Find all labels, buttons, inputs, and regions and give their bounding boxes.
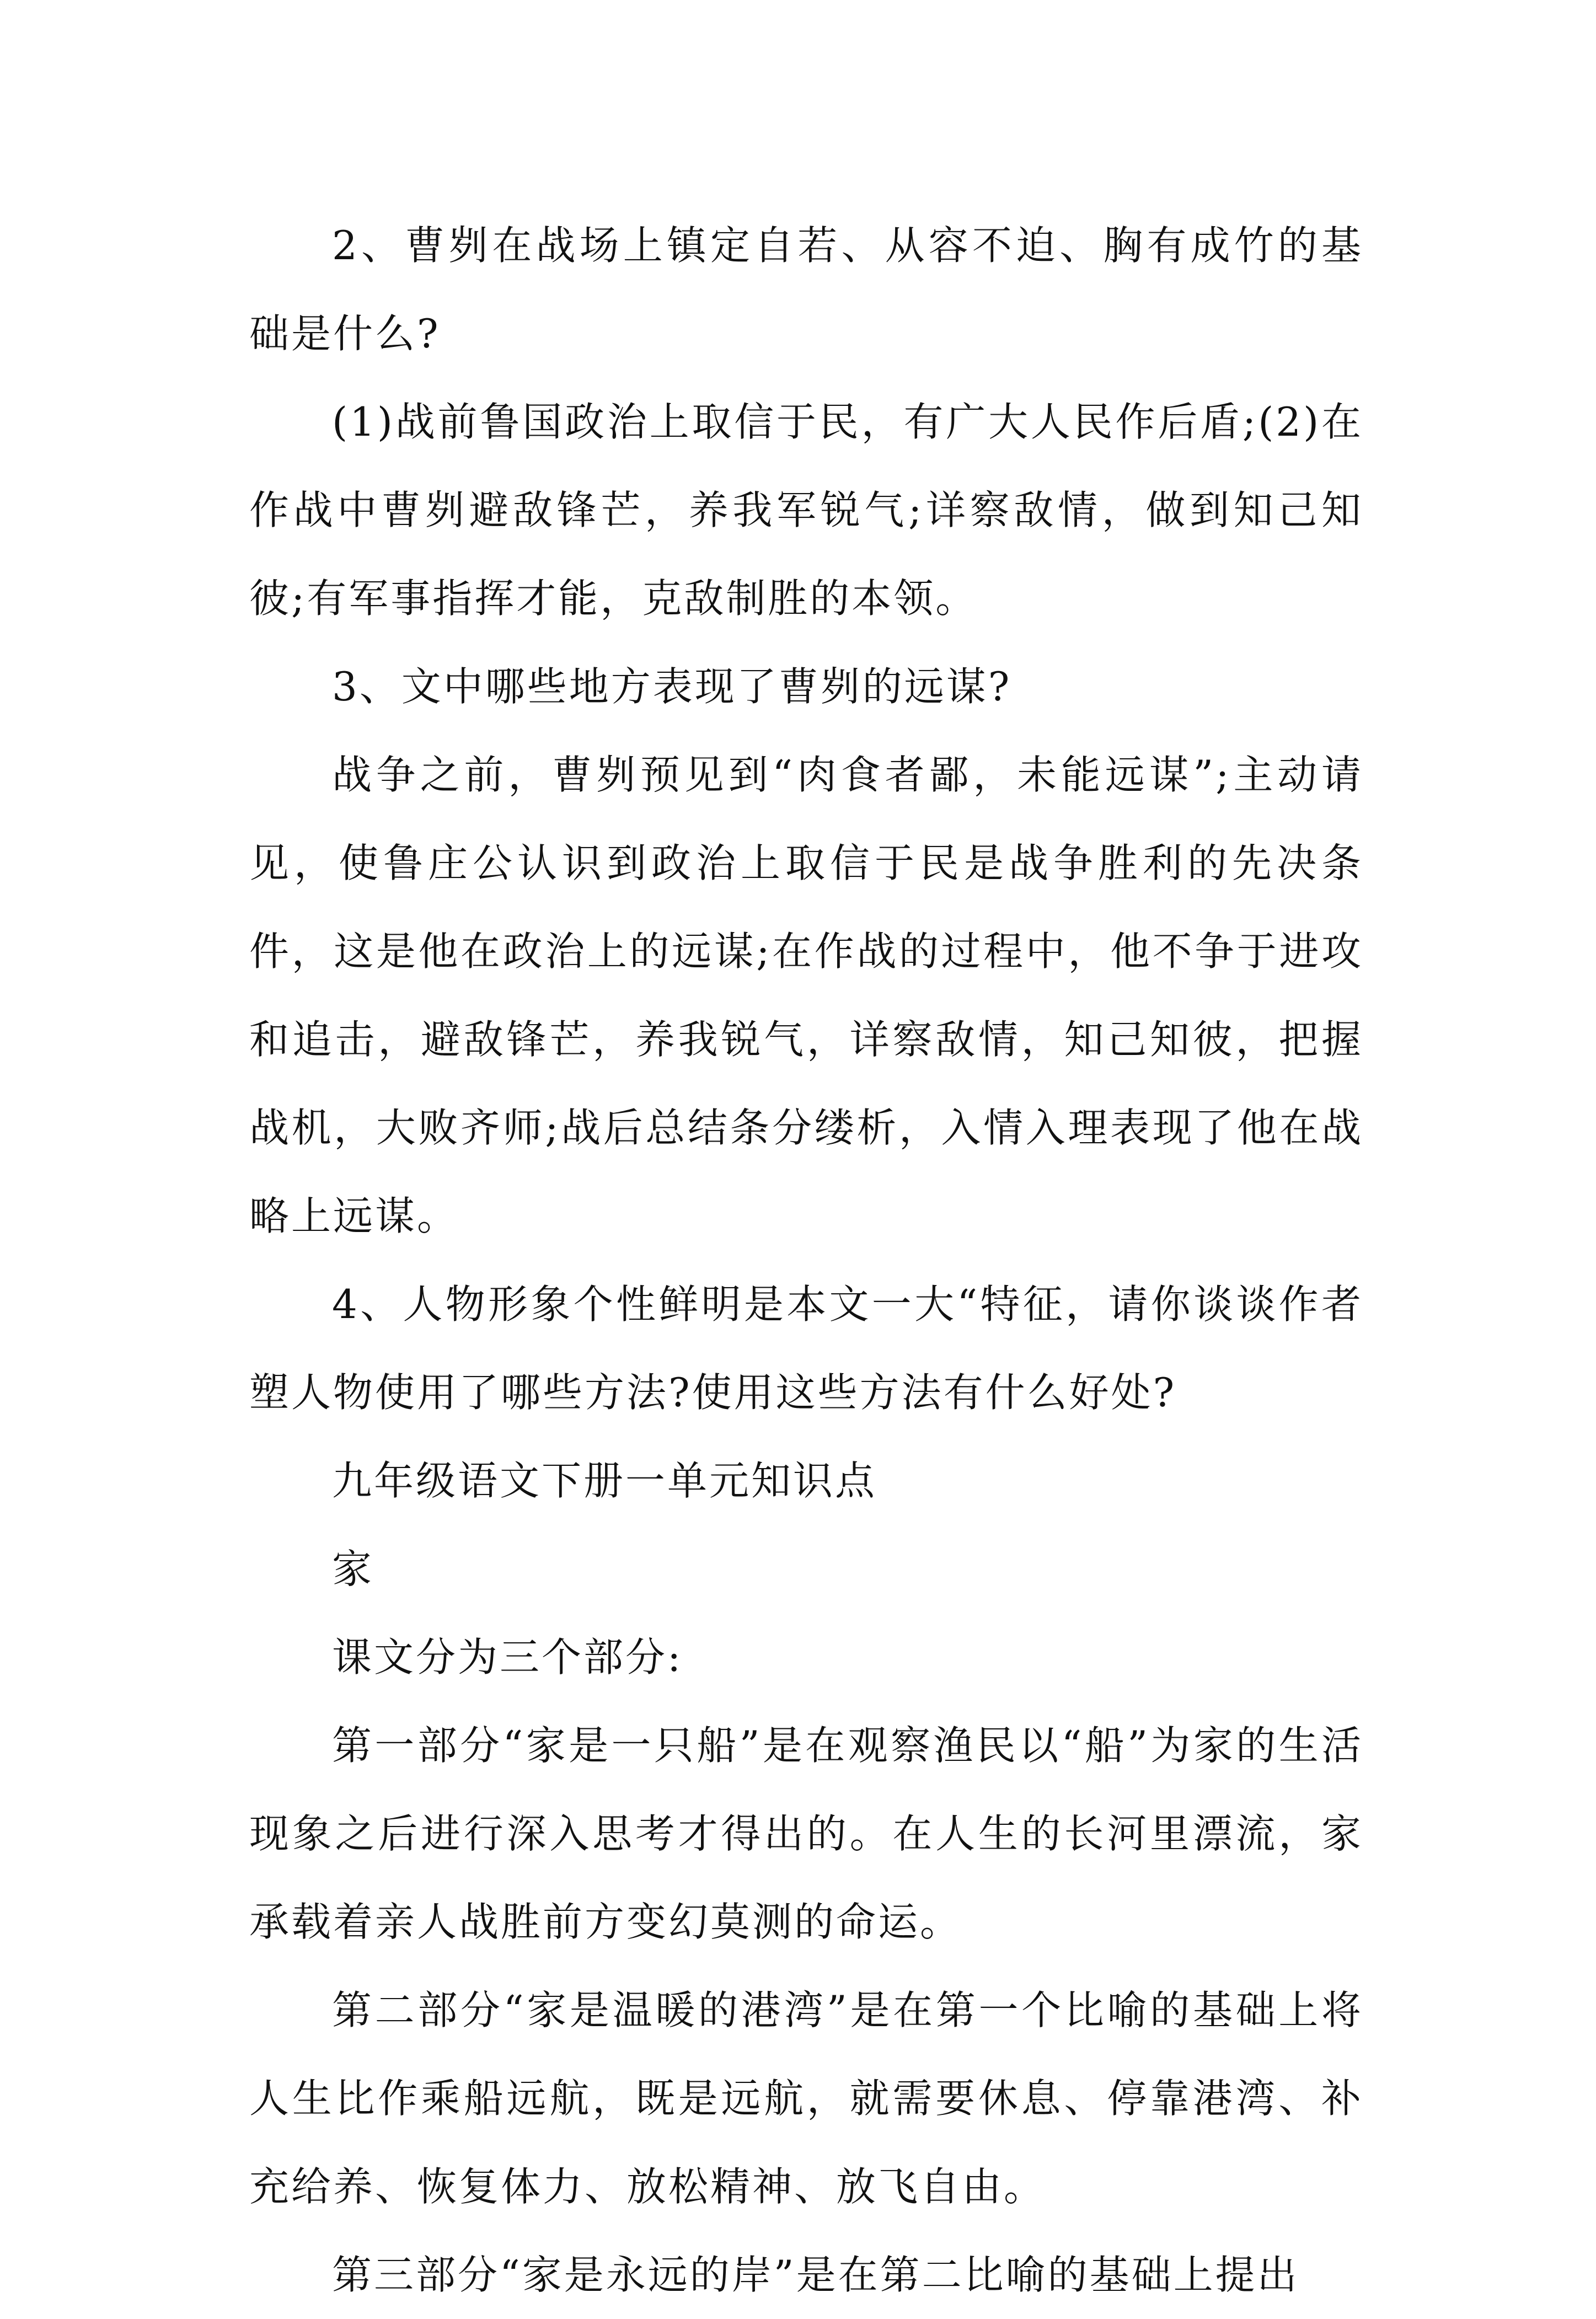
paragraph-answer-2: (1)战前鲁国政治上取信于民，有广大人民作后盾;(2)在作战中曹刿避敌锋芒，养我军锐气;详察敌情，做到知己知彼;有军事指挥才能，克敌制胜的本领。 <box>249 399 1363 622</box>
paragraph-question-4: 4、人物形象个性鲜明是本文一大“特征，请你谈谈作者塑人物使用了哪些方法?使用这些方法有什么好处? <box>249 1281 1363 1416</box>
paragraph-structure-intro: 课文分为三个部分: <box>332 1634 683 1680</box>
paragraph-answer-3: 战争之前，曹刿预见到“肉食者鄙，未能远谋”;主动请见，使鲁庄公认识到政治上取信于民是战争胜利的先决条件，这是他在政治上的远谋;在作战的过程中，他不争于进攻和追击，避敌锋芒，养我锐气，详察敌情，知己知彼，把握战机，大败齐师;战后总结条分缕析，入情入理表现了他在战略上远谋。 <box>249 752 1363 1239</box>
section-heading: 九年级语文下册一单元知识点 <box>332 1458 877 1504</box>
document-body <box>249 201 1363 2319</box>
lesson-title: 家 <box>332 1546 374 1592</box>
paragraph-part-1: 第一部分“家是一只船”是在观察渔民以“船”为家的生活现象之后进行深入思考才得出的。在人生的长河里漂流，家承载着亲人战胜前方变幻莫测的命运。 <box>249 1722 1363 1945</box>
paragraph-part-3: 第三部分“家是永远的岸”是在第二比喻的基础上提出 <box>332 2252 1299 2298</box>
paragraph-question-3: 3、文中哪些地方表现了曹刿的远谋? <box>332 663 1012 710</box>
paragraph-part-2: 第二部分“家是温暖的港湾”是在第一个比喻的基础上将人生比作乘船远航，既是远航，就需要休息、停靠港湾、补充给养、恢复体力、放松精神、放飞自由。 <box>249 1987 1363 2210</box>
paragraph-question-2: 2、曹刿在战场上镇定自若、从容不迫、胸有成竹的基础是什么? <box>249 222 1363 357</box>
